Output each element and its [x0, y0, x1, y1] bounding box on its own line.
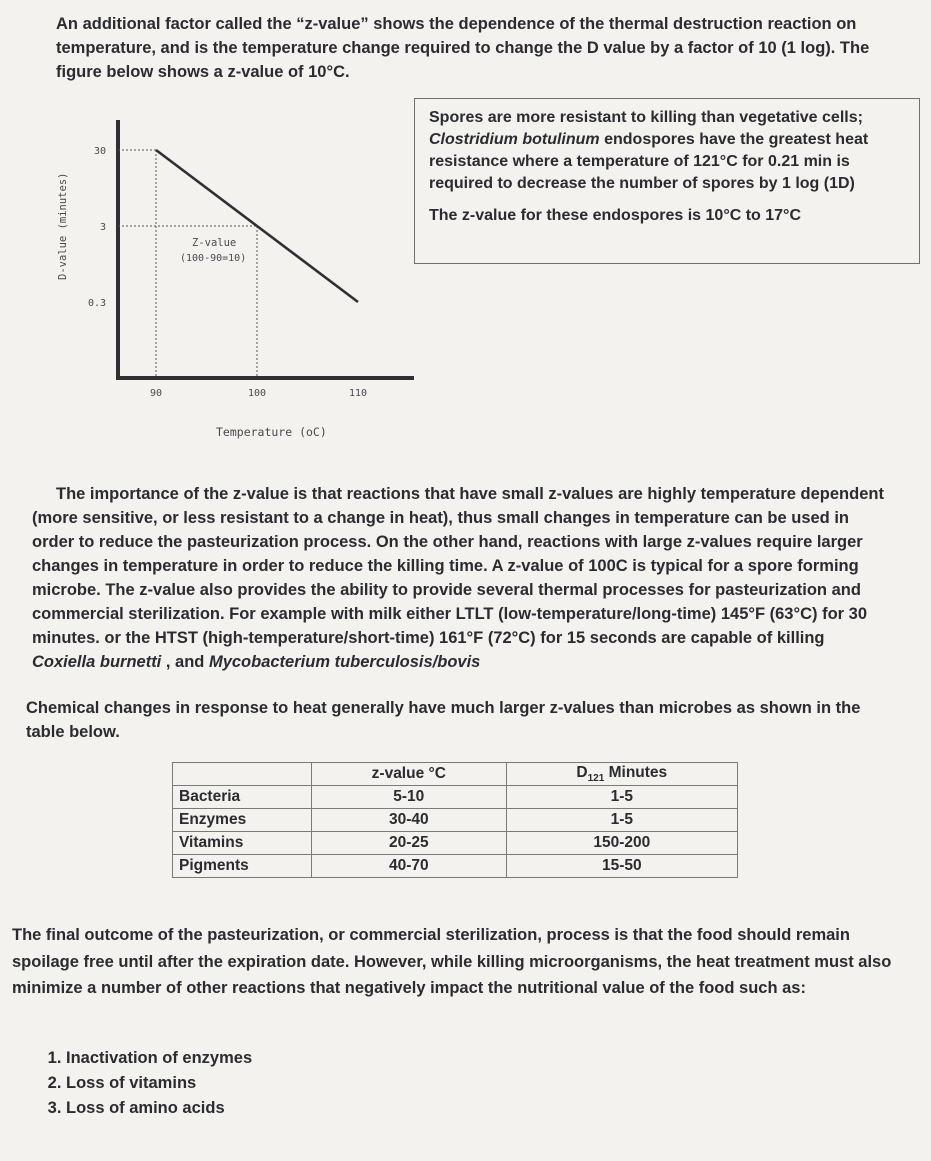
- series-line-segment: [257, 226, 358, 302]
- table-row: Pigments 40-70 15-50: [173, 855, 738, 878]
- spore-resistance-box: [414, 98, 920, 264]
- final-outcome-paragraph: The final outcome of the pasteurization, or commercial sterilization, process is that the food should remain spoilage free until after the expiration date. However, while killing microorganisms, the heat treatment must also minimize a number of other reactions that negatively impact the nutritional value of the food such as:: [12, 926, 892, 997]
- y-tick-label: 30: [93, 146, 106, 157]
- chemical-changes-paragraph: Chemical changes in response to heat generally have much larger z-values than microbes as shown in the table below.: [26, 699, 861, 741]
- y-axis-label: D-value (minutes): [57, 172, 69, 280]
- x-tick-label: 110: [348, 388, 368, 399]
- series-line-segment: [156, 150, 257, 226]
- intro-paragraph: An additional factor called the “z-value” shows the dependence of the thermal destruction reaction on temperature, and is the temperature change required to change the D value by a factor of 10 (1 log). The figure below shows a z-value of 10°C.: [56, 15, 870, 81]
- organism-name: Clostridium botulinum: [429, 131, 600, 148]
- endospore-z-value-text: The z-value for these endospores is 10°C to 17°C: [429, 207, 802, 224]
- y-tick-label: 3: [99, 222, 106, 233]
- organism-coxiella: Coxiella burnetti: [32, 653, 162, 671]
- organism-mycobacterium: Mycobacterium tuberculosis/bovis: [208, 653, 481, 671]
- list-item: 1. Inactivation of enzymes: [66, 1046, 252, 1071]
- table-row: Enzymes 30-40 1-5: [173, 809, 738, 832]
- list-item: 3. Loss of amino acids: [66, 1096, 252, 1121]
- header-d-minutes: $D_{121}$ Minutes: [506, 763, 737, 786]
- x-tick-label: 100: [247, 388, 267, 399]
- spore-resistance-text: Spores are more resistant to killing than vegetative cells; Clostridium botulinum endospores have the greatest heat resistance where a temperature of 121°C for 0.21 min is required to decrease the number of spores by 1 log (1D): [429, 109, 869, 192]
- z-value-chart: [40, 110, 420, 450]
- table-row: Bacteria 5-10 1-5: [173, 786, 738, 809]
- x-tick-label: 90: [149, 388, 163, 399]
- table-header-row: [173, 763, 738, 786]
- y-tick-label: 0.3: [87, 298, 106, 309]
- z-value-table: [172, 762, 738, 878]
- importance-paragraph: The importance of the z-value is that reactions that have small z-values are highly temperature dependent (more sensitive, or less resistant to a change in heat), thus small changes in temperature can be used in order to reduce the pasteurization process. On the other hand, reactions with large z-values require larger changes in temperature in order to reduce the killing time. A z-value of 100C is typical for a spore forming microbe. The z-value also provides the ability to provide several thermal processes for pasteurization and commercial sterilization. For example with milk either LTLT (low-temperature/long-time) 145°F (63°C) for 30 minutes. or the HTST (high-temperature/short-time) 161°F (72°C) for 15 seconds are capable of killing Coxiella burnetti , and Mycobacterium tuberculosis/bovis: [32, 485, 884, 671]
- x-axis-label: Temperature (oC): [216, 425, 327, 439]
- chart-ticks: [88, 146, 367, 399]
- z-value-annotation: Z-value: [192, 237, 237, 249]
- table-row: Vitamins 20-25 150-200: [173, 832, 738, 855]
- list-item: 2. Loss of vitamins: [66, 1071, 252, 1096]
- header-z-value: z-value °C: [312, 763, 507, 786]
- header-empty: [173, 763, 312, 786]
- chart-axes: [116, 120, 414, 380]
- losses-list: [32, 1046, 252, 1121]
- z-value-annotation-detail: (100-90=10): [180, 253, 247, 264]
